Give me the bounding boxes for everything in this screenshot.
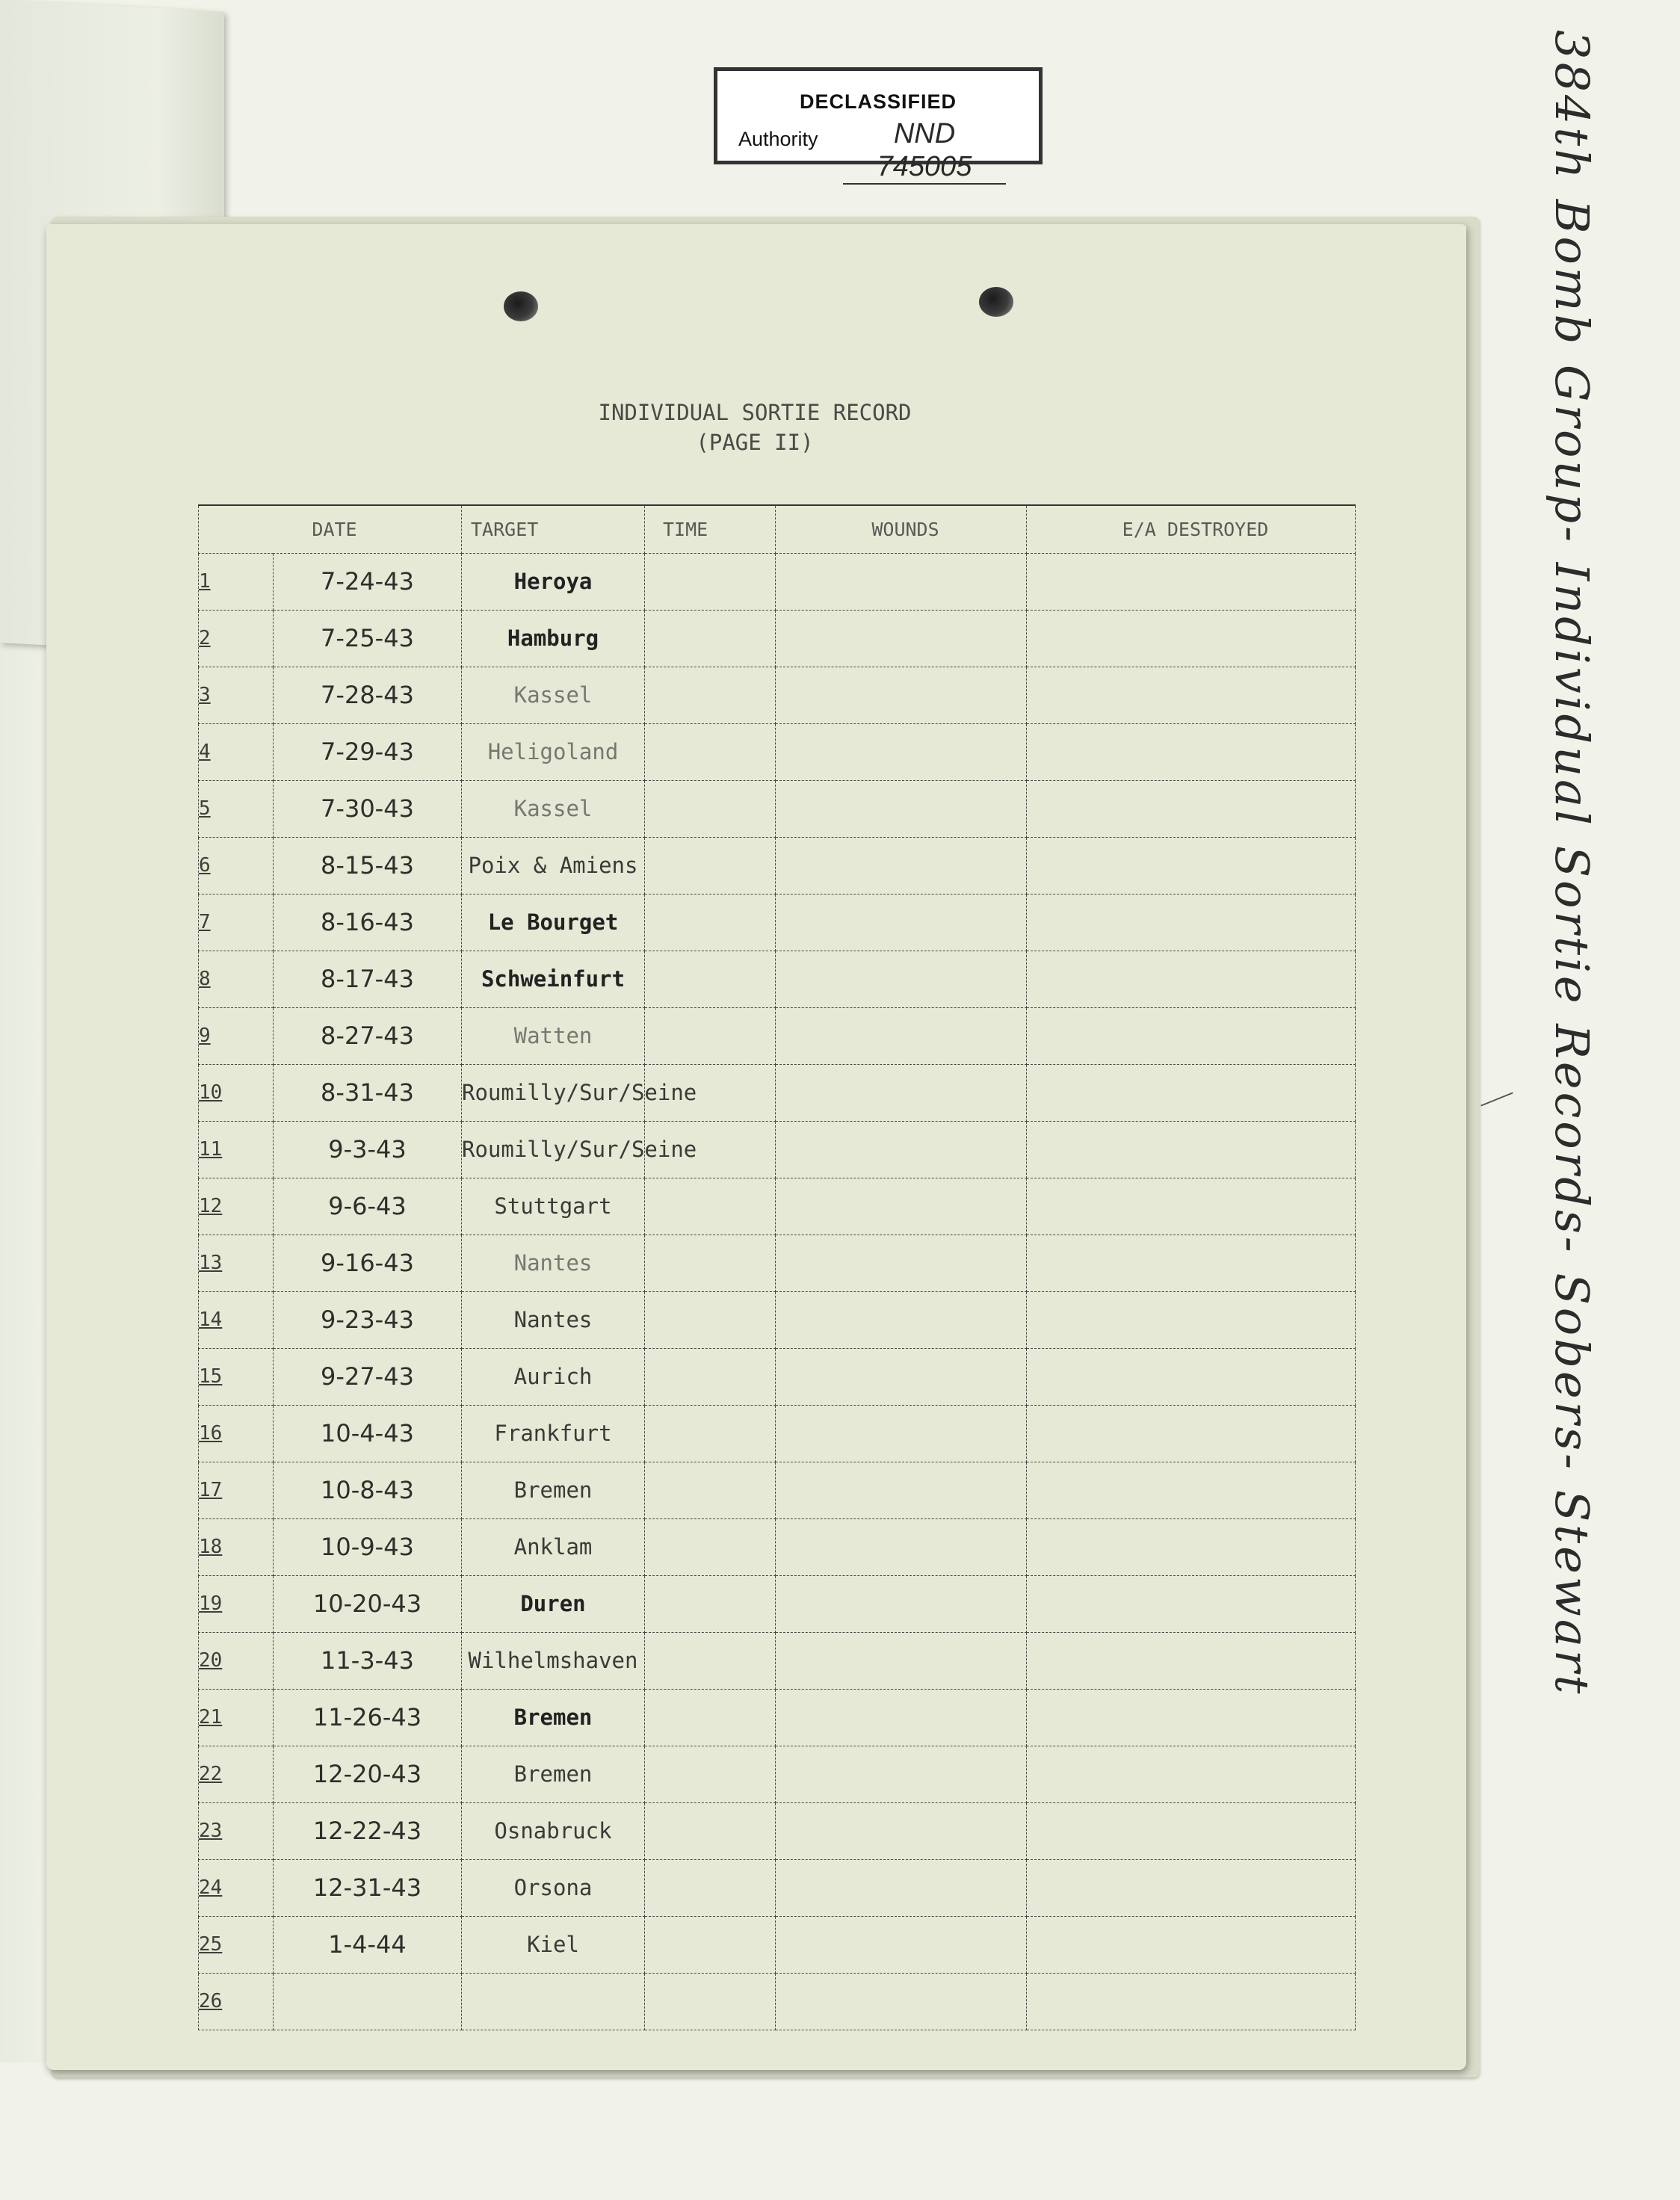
table-row <box>199 1575 1356 1632</box>
row-target: Heroya <box>462 553 645 610</box>
row-time <box>645 1916 776 1973</box>
row-target: Kiel <box>462 1916 645 1973</box>
row-wounds <box>776 1348 1027 1405</box>
row-time <box>645 1405 776 1462</box>
row-target: Orsona <box>462 1859 645 1916</box>
stray-pen-mark <box>1480 1092 1513 1106</box>
table-row <box>199 1235 1356 1291</box>
row-date: 9-27-43 <box>274 1348 462 1405</box>
row-ea-destroyed <box>1027 894 1356 951</box>
row-target: Frankfurt <box>462 1405 645 1462</box>
row-time <box>645 894 776 951</box>
table-header-row <box>199 505 1356 553</box>
row-ea-destroyed <box>1027 1348 1356 1405</box>
table-row <box>199 1462 1356 1518</box>
table-row <box>199 1746 1356 1802</box>
table-row <box>199 1802 1356 1859</box>
table-row <box>199 1859 1356 1916</box>
row-number: 8 <box>199 951 274 1007</box>
row-number: 16 <box>199 1405 274 1462</box>
row-target: Schweinfurt <box>462 951 645 1007</box>
row-number: 22 <box>199 1746 274 1802</box>
table-row <box>199 1973 1356 2030</box>
row-wounds <box>776 837 1027 894</box>
row-target: Nantes <box>462 1235 645 1291</box>
row-target: Aurich <box>462 1348 645 1405</box>
row-wounds <box>776 1575 1027 1632</box>
row-date: 10-20-43 <box>274 1575 462 1632</box>
row-ea-destroyed <box>1027 723 1356 780</box>
row-time <box>645 1291 776 1348</box>
row-date: 12-20-43 <box>274 1746 462 1802</box>
row-wounds <box>776 894 1027 951</box>
row-wounds <box>776 610 1027 667</box>
row-number: 23 <box>199 1802 274 1859</box>
row-time <box>645 1632 776 1689</box>
row-number: 14 <box>199 1291 274 1348</box>
row-wounds <box>776 1973 1027 2030</box>
row-ea-destroyed <box>1027 1178 1356 1235</box>
row-wounds <box>776 780 1027 837</box>
row-ea-destroyed <box>1027 1916 1356 1973</box>
row-wounds <box>776 1802 1027 1859</box>
row-date: 11-26-43 <box>274 1689 462 1746</box>
table-row <box>199 1518 1356 1575</box>
row-time <box>645 723 776 780</box>
stamp-authority-label: Authority <box>738 128 818 150</box>
row-date: 9-16-43 <box>274 1235 462 1291</box>
row-ea-destroyed <box>1027 1007 1356 1064</box>
row-time <box>645 1746 776 1802</box>
row-number: 24 <box>199 1859 274 1916</box>
row-target: Bremen <box>462 1689 645 1746</box>
stamp-authority-value: NND 745005 <box>843 117 1006 185</box>
row-time <box>645 553 776 610</box>
row-number: 18 <box>199 1518 274 1575</box>
row-wounds <box>776 1462 1027 1518</box>
row-date: 10-8-43 <box>274 1462 462 1518</box>
row-number: 26 <box>199 1973 274 2030</box>
row-number: 3 <box>199 667 274 723</box>
row-time <box>645 1859 776 1916</box>
row-target: Hamburg <box>462 610 645 667</box>
row-ea-destroyed <box>1027 667 1356 723</box>
table-row <box>199 553 1356 610</box>
row-ea-destroyed <box>1027 553 1356 610</box>
punch-hole-right <box>979 287 1013 317</box>
row-target: Roumilly/Sur/Seine <box>462 1121 645 1178</box>
row-time <box>645 1007 776 1064</box>
row-ea-destroyed <box>1027 1575 1356 1632</box>
row-target: Le Bourget <box>462 894 645 951</box>
row-ea-destroyed <box>1027 1405 1356 1462</box>
row-ea-destroyed <box>1027 1235 1356 1291</box>
row-wounds <box>776 1746 1027 1802</box>
row-time <box>645 1973 776 2030</box>
row-number: 6 <box>199 837 274 894</box>
row-wounds <box>776 1916 1027 1973</box>
row-ea-destroyed <box>1027 1462 1356 1518</box>
row-ea-destroyed <box>1027 1291 1356 1348</box>
row-time <box>645 1575 776 1632</box>
header-time: TIME <box>645 505 776 553</box>
row-date <box>274 1973 462 2030</box>
row-target: Poix & Amiens <box>462 837 645 894</box>
row-wounds <box>776 1518 1027 1575</box>
row-time <box>645 667 776 723</box>
row-ea-destroyed <box>1027 1746 1356 1802</box>
row-wounds <box>776 1178 1027 1235</box>
row-number: 21 <box>199 1689 274 1746</box>
row-date: 8-17-43 <box>274 951 462 1007</box>
row-date: 12-22-43 <box>274 1802 462 1859</box>
table-row <box>199 1632 1356 1689</box>
table-row <box>199 723 1356 780</box>
row-wounds <box>776 723 1027 780</box>
row-number: 17 <box>199 1462 274 1518</box>
row-date: 9-23-43 <box>274 1291 462 1348</box>
table-row <box>199 780 1356 837</box>
row-date: 9-3-43 <box>274 1121 462 1178</box>
table-row <box>199 1007 1356 1064</box>
row-ea-destroyed <box>1027 1632 1356 1689</box>
row-target: Bremen <box>462 1462 645 1518</box>
row-date: 1-4-44 <box>274 1916 462 1973</box>
table-row <box>199 667 1356 723</box>
side-note-text: 384th Bomb Group- Individual Sortie Records- Sobers- Stewart <box>1545 30 1599 1697</box>
row-wounds <box>776 1689 1027 1746</box>
row-wounds <box>776 1007 1027 1064</box>
row-date: 7-29-43 <box>274 723 462 780</box>
row-time <box>645 951 776 1007</box>
header-wounds: WOUNDS <box>776 505 1027 553</box>
row-date: 9-6-43 <box>274 1178 462 1235</box>
row-ea-destroyed <box>1027 1121 1356 1178</box>
row-target: Bremen <box>462 1746 645 1802</box>
table-row <box>199 1121 1356 1178</box>
handwritten-side-note <box>1540 30 1607 1697</box>
header-target: TARGET <box>462 505 645 553</box>
row-target: Anklam <box>462 1518 645 1575</box>
row-time <box>645 780 776 837</box>
row-number: 19 <box>199 1575 274 1632</box>
row-target: Watten <box>462 1007 645 1064</box>
row-ea-destroyed <box>1027 1859 1356 1916</box>
sortie-table-body <box>199 553 1356 2030</box>
row-target: Osnabruck <box>462 1802 645 1859</box>
row-wounds <box>776 1405 1027 1462</box>
row-wounds <box>776 1121 1027 1178</box>
row-number: 5 <box>199 780 274 837</box>
row-number: 15 <box>199 1348 274 1405</box>
row-number: 10 <box>199 1064 274 1121</box>
row-target: Heligoland <box>462 723 645 780</box>
stamp-title: DECLASSIFIED <box>799 90 957 113</box>
row-time <box>645 1178 776 1235</box>
row-number: 9 <box>199 1007 274 1064</box>
table-row <box>199 610 1356 667</box>
row-date: 12-31-43 <box>274 1859 462 1916</box>
declassified-stamp <box>714 67 1043 182</box>
row-ea-destroyed <box>1027 1689 1356 1746</box>
row-ea-destroyed <box>1027 1518 1356 1575</box>
form-title-main: INDIVIDUAL SORTIE RECORD <box>598 400 912 425</box>
table-row <box>199 837 1356 894</box>
table-row <box>199 1689 1356 1746</box>
table-row <box>199 1916 1356 1973</box>
row-time <box>645 837 776 894</box>
row-ea-destroyed <box>1027 837 1356 894</box>
sortie-table <box>198 504 1356 2030</box>
row-time <box>645 1518 776 1575</box>
row-number: 2 <box>199 610 274 667</box>
row-ea-destroyed <box>1027 951 1356 1007</box>
row-number: 7 <box>199 894 274 951</box>
row-number: 25 <box>199 1916 274 1973</box>
row-wounds <box>776 667 1027 723</box>
row-target: Roumilly/Sur/Seine <box>462 1064 645 1121</box>
form-title <box>523 398 986 457</box>
row-date: 8-15-43 <box>274 837 462 894</box>
row-number: 11 <box>199 1121 274 1178</box>
form-title-page: (PAGE II) <box>696 430 814 455</box>
row-number: 12 <box>199 1178 274 1235</box>
row-date: 7-25-43 <box>274 610 462 667</box>
row-ea-destroyed <box>1027 1064 1356 1121</box>
row-wounds <box>776 1632 1027 1689</box>
row-time <box>645 1689 776 1746</box>
row-date: 10-9-43 <box>274 1518 462 1575</box>
row-date: 8-31-43 <box>274 1064 462 1121</box>
row-wounds <box>776 951 1027 1007</box>
row-time <box>645 1348 776 1405</box>
row-target: Nantes <box>462 1291 645 1348</box>
table-row <box>199 1178 1356 1235</box>
table-row <box>199 1348 1356 1405</box>
punch-hole-left <box>504 291 538 321</box>
row-date: 7-30-43 <box>274 780 462 837</box>
row-date: 10-4-43 <box>274 1405 462 1462</box>
row-date: 7-24-43 <box>274 553 462 610</box>
row-wounds <box>776 1235 1027 1291</box>
row-time <box>645 1235 776 1291</box>
table-row <box>199 1064 1356 1121</box>
row-number: 20 <box>199 1632 274 1689</box>
row-time <box>645 610 776 667</box>
row-wounds <box>776 1859 1027 1916</box>
row-target <box>462 1973 645 2030</box>
row-wounds <box>776 1064 1027 1121</box>
row-target: Kassel <box>462 667 645 723</box>
table-row <box>199 951 1356 1007</box>
row-target: Wilhelmshaven <box>462 1632 645 1689</box>
row-date: 11-3-43 <box>274 1632 462 1689</box>
row-target: Kassel <box>462 780 645 837</box>
row-number: 1 <box>199 553 274 610</box>
row-wounds <box>776 553 1027 610</box>
row-wounds <box>776 1291 1027 1348</box>
row-ea-destroyed <box>1027 610 1356 667</box>
row-number: 13 <box>199 1235 274 1291</box>
row-target: Duren <box>462 1575 645 1632</box>
row-ea-destroyed <box>1027 780 1356 837</box>
row-ea-destroyed <box>1027 1802 1356 1859</box>
table-row <box>199 1405 1356 1462</box>
row-date: 7-28-43 <box>274 667 462 723</box>
header-ea-destroyed: E/A DESTROYED <box>1027 505 1356 553</box>
row-number: 4 <box>199 723 274 780</box>
row-date: 8-27-43 <box>274 1007 462 1064</box>
row-time <box>645 1802 776 1859</box>
header-date: DATE <box>199 505 462 553</box>
row-time <box>645 1462 776 1518</box>
row-target: Stuttgart <box>462 1178 645 1235</box>
row-ea-destroyed <box>1027 1973 1356 2030</box>
row-date: 8-16-43 <box>274 894 462 951</box>
table-row <box>199 1291 1356 1348</box>
table-row <box>199 894 1356 951</box>
